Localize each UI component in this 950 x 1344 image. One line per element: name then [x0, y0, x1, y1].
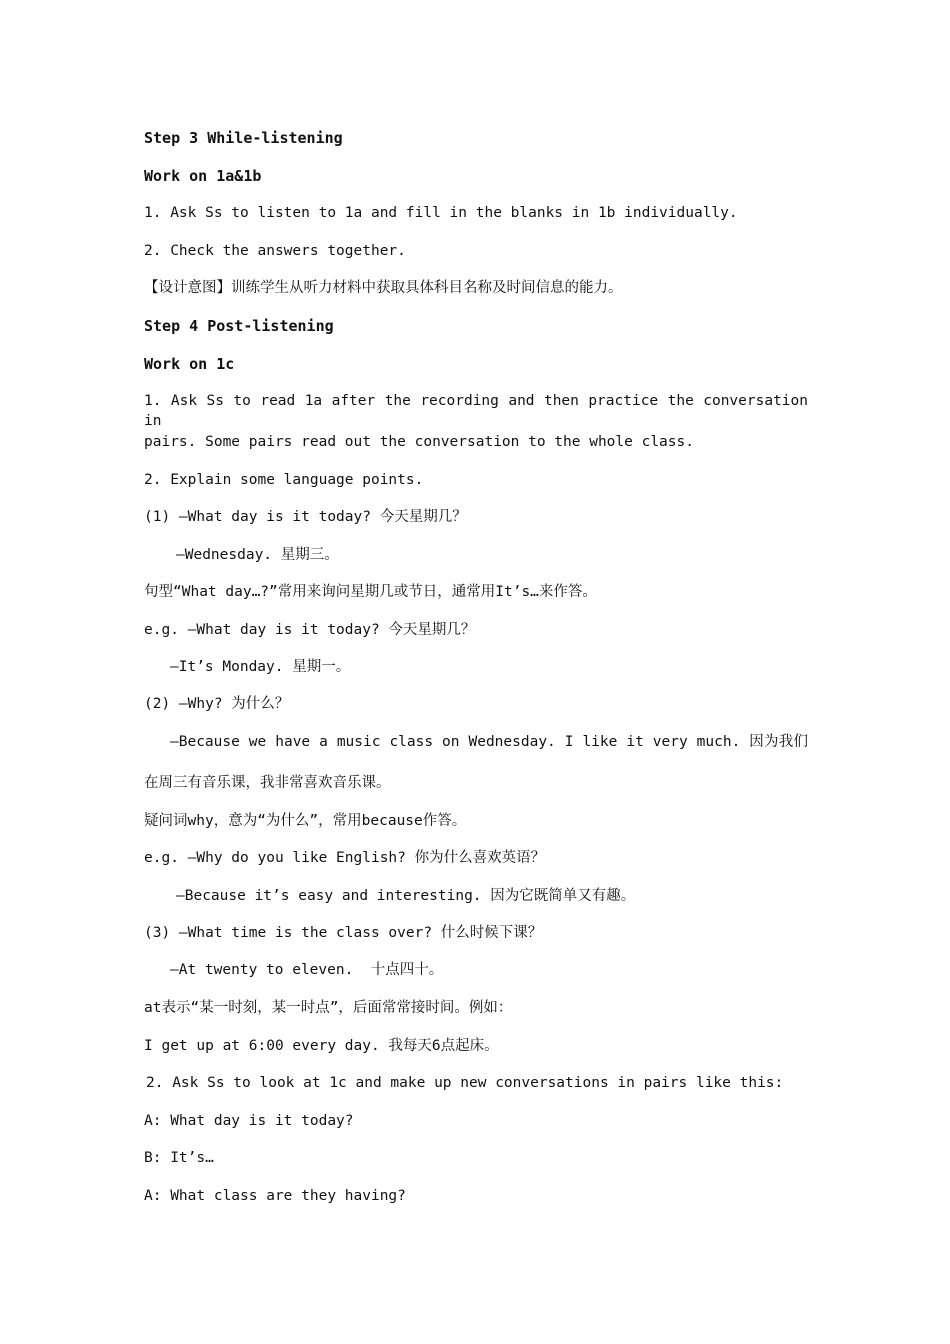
step4-heading: Step 4 Post-listening — [144, 317, 334, 335]
step3-heading: Step 3 While-listening — [144, 129, 343, 147]
work-on-1a1b-heading: Work on 1a&1b — [144, 167, 262, 185]
paragraph: 2. Ask Ss to look at 1c and make up new conversations in pairs like this: — [146, 1075, 784, 1091]
grammar-note: 疑问词why，意为“为什么”，常用because作答。 — [144, 813, 467, 829]
language-point-answer-continued: 在周三有音乐课，我非常喜欢音乐课。 — [144, 775, 391, 791]
paragraph: 2. Check the answers together. — [144, 243, 406, 259]
paragraph: 1. Ask Ss to listen to 1a and fill in the blanks in 1b individually. — [144, 205, 738, 221]
design-intent-note: 【设计意图】训练学生从听力材料中获取具体科目名称及时间信息的能力。 — [144, 280, 623, 296]
example: I get up at 6:00 every day. 我每天6点起床。 — [144, 1038, 499, 1054]
example-answer: —Because it’s easy and interesting. 因为它既简单又有趣。 — [176, 888, 636, 904]
paragraph: 2. Explain some language points. — [144, 472, 424, 488]
language-point: (3) —What time is the class over? 什么时候下课？ — [144, 925, 543, 941]
dialogue-line: B: It’s… — [144, 1150, 214, 1166]
dialogue-line: A: What day is it today? — [144, 1113, 354, 1129]
language-point: (1) —What day is it today? 今天星期几？ — [144, 509, 467, 525]
paragraph: pairs. Some pairs read out the conversation to the whole class. — [144, 434, 694, 450]
example: e.g. —What day is it today? 今天星期几？ — [144, 622, 476, 638]
language-point-answer: —Because we have a music class on Wednesday. I like it very much. 因为我们 — [170, 734, 808, 750]
grammar-note: at表示“某一时刻，某一时点”，后面常常接时间。例如： — [144, 1000, 513, 1016]
language-point-answer: —Wednesday. 星期三。 — [176, 547, 339, 563]
grammar-note: 句型“What day…?”常用来询问星期几或节日，通常用It’s…来作答。 — [144, 584, 597, 600]
language-point: (2) —Why? 为什么？ — [144, 696, 290, 712]
work-on-1c-heading: Work on 1c — [144, 355, 235, 373]
example: e.g. —Why do you like English? 你为什么喜欢英语？ — [144, 850, 546, 866]
dialogue-line: A: What class are they having? — [144, 1188, 406, 1204]
language-point-answer: —At twenty to eleven. 十点四十。 — [170, 962, 444, 978]
paragraph: 1. Ask Ss to read 1a after the recording and then practice the conversation in — [144, 393, 808, 429]
example-answer: —It’s Monday. 星期一。 — [170, 659, 351, 675]
